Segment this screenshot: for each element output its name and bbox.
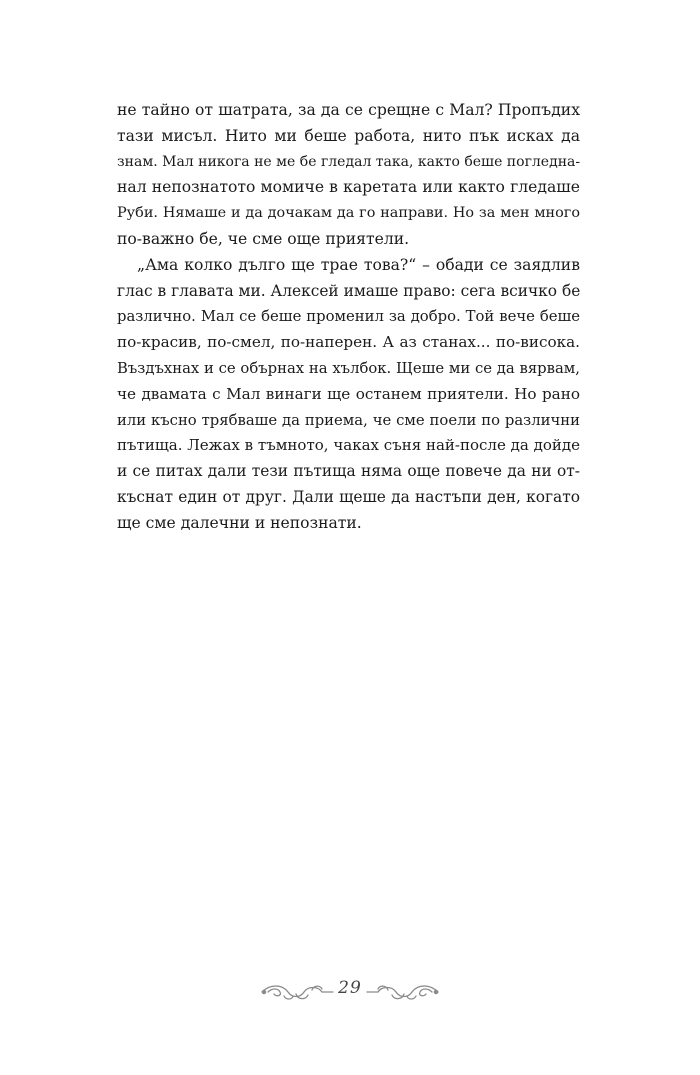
text-line: нал непознатото момиче в каретата или както гледаше	[117, 178, 580, 197]
text-line: и се питах дали тези пътища няма още повече да ни от-	[117, 462, 580, 481]
text-line: Руби. Нямаше и да дочакам да го направи. Но за мен много	[117, 205, 580, 222]
text-line: „Ама колко дълго ще трае това?“ – обади се заядлив	[137, 255, 580, 274]
ornament-right-icon	[365, 982, 440, 1002]
text-line: не тайно от шатрата, за да се срещне с Мал? Пропъдих	[117, 101, 580, 119]
text-line: къснат един от друг. Дали щеше да настъпи ден, когато	[117, 487, 580, 506]
body-text	[117, 98, 580, 537]
page-number: 29	[338, 978, 362, 998]
text-line: Въздъхнах и се обърнах на хълбок. Щеше ми се да вярвам,	[117, 359, 580, 377]
text-line: пътища. Лежах в тъмното, чаках съня най-после да дойде	[117, 436, 580, 455]
page-footer	[0, 978, 700, 1018]
text-line: знам. Мал никога не ме бе гледал така, както беше погледна-	[117, 153, 581, 170]
paragraph-1	[117, 98, 580, 253]
text-line: различно. Мал се беше променил за добро. Той вече беше	[117, 308, 580, 326]
text-line: че двамата с Мал винаги ще останем приятели. Но рано	[117, 384, 580, 403]
paragraph-2	[117, 253, 580, 537]
text-line: ще сме далечни и непознати.	[117, 513, 362, 532]
text-line: или късно трябваше да приема, че сме поели по различни	[117, 411, 580, 429]
text-line: глас в главата ми. Алексей имаше право: сега всичко бе	[117, 281, 581, 300]
text-line: по-важно бе, че сме още приятели.	[117, 229, 410, 248]
text-line: по-красив, по-смел, по-наперен. А аз станах... по-висока.	[117, 333, 580, 352]
text-line: тази мисъл. Нито ми беше работа, нито пък исках да	[117, 126, 580, 145]
